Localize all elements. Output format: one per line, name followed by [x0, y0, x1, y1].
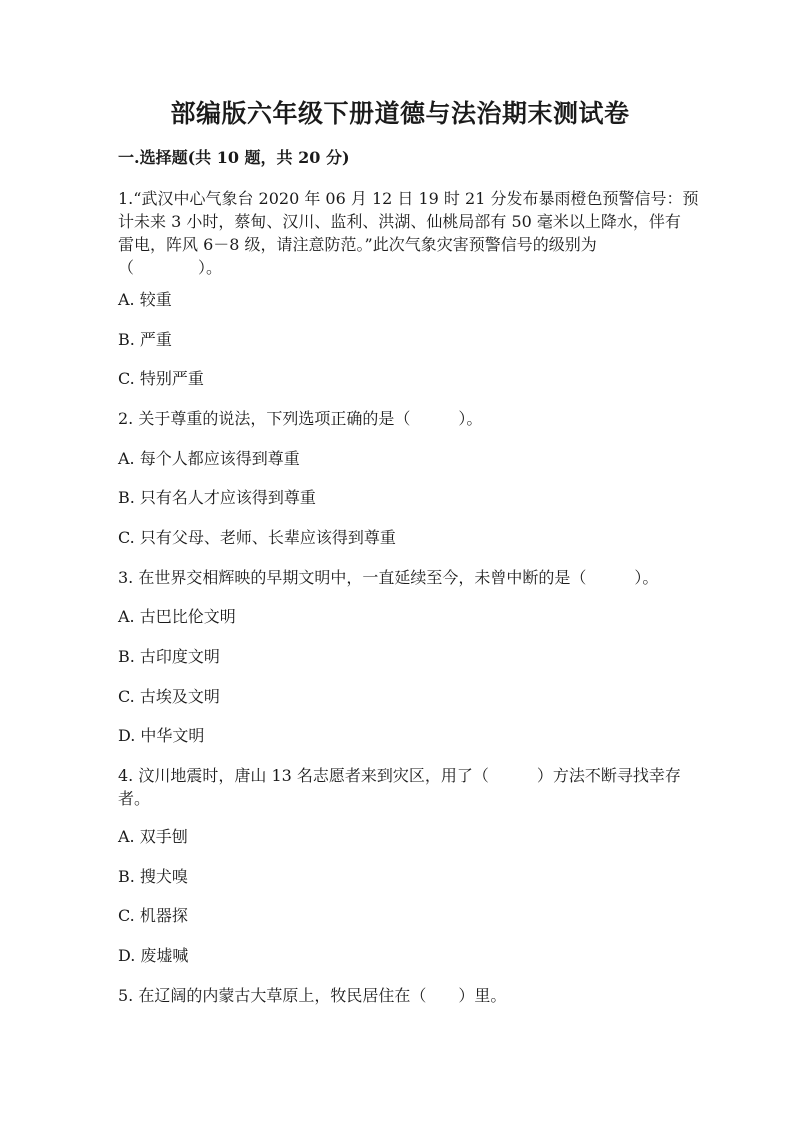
option-a: A. 每个人都应该得到尊重 [118, 449, 300, 468]
option-a: A. 双手刨 [118, 827, 188, 846]
option-a: A. 较重 [118, 290, 172, 309]
option-c: C. 只有父母、老师、长辈应该得到尊重 [118, 528, 396, 547]
option-d: D. 废墟喊 [118, 946, 189, 965]
option-a: A. 古巴比伦文明 [118, 607, 236, 626]
option-b: B. 只有名人才应该得到尊重 [118, 488, 316, 507]
option-b: B. 严重 [118, 330, 172, 349]
option-b: B. 古印度文明 [118, 647, 220, 666]
option-c: C. 机器探 [118, 906, 188, 925]
question-stem-line: 4. 汶川地震时，唐山 13 名志愿者来到灾区，用了（ ）方法不断寻找幸存 [118, 766, 681, 785]
question-stem-line: 2. 关于尊重的说法，下列选项正确的是（ ）。 [118, 409, 483, 428]
question-stem-line: 3. 在世界交相辉映的早期文明中，一直延续至今，未曾中断的是（ ）。 [118, 568, 659, 587]
option-c: C. 特别严重 [118, 369, 204, 388]
page-title: 部编版六年级下册道德与法治期末测试卷 [170, 99, 630, 128]
option-c: C. 古埃及文明 [118, 687, 220, 706]
question-stem-line: 者。 [118, 789, 151, 808]
question-stem-line: （ ）。 [118, 258, 223, 277]
question-stem-line: 计未来 3 小时，蔡甸、汉川、监利、洪湖、仙桃局部有 50 毫米以上降水，伴有 [118, 212, 681, 231]
option-d: D. 中华文明 [118, 726, 205, 745]
question-stem-line: 雷电，阵风 6－8 级，请注意防范。”此次气象灾害预警信号的级别为 [118, 235, 597, 254]
question-stem-line: 5. 在辽阔的内蒙古大草原上，牧民居住在（ ）里。 [118, 986, 507, 1005]
option-b: B. 搜犬嗅 [118, 867, 188, 886]
section-heading: 一.选择题(共 10 题，共 20 分) [118, 148, 350, 167]
question-stem-line: 1.“武汉中心气象台 2020 年 06 月 12 日 19 时 21 分发布暴雨橙色预警信号：预 [118, 189, 699, 208]
